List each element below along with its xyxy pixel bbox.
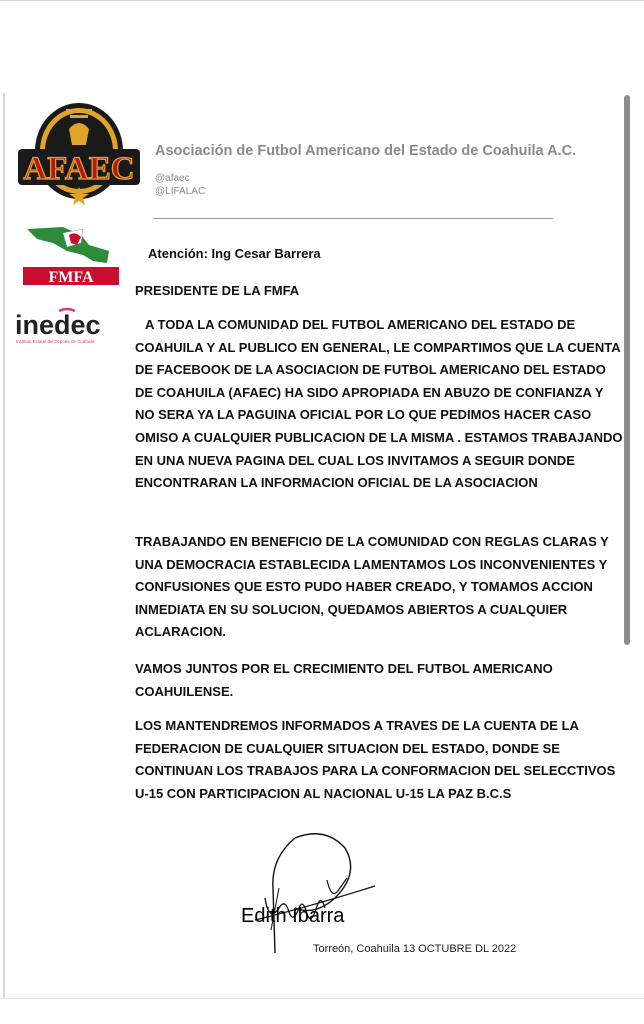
paragraph-3: VAMOS JUNTOS POR EL CRECIMIENTO DEL FUTBOL AMERICANO COAHUILENSE. <box>135 661 553 699</box>
handwritten-signature <box>235 828 385 958</box>
paragraph-4: LOS MANTENDREMOS INFORMADOS A TRAVES DE LA CUENTA DE LA FEDERACION DE CUALQUIER SITUACION DEL ESTADO, DONDE SE CONTINUAN LOS TRABAJOS PARA LA CONFORMACION DEL SELECCTIVOS U-15 CON PARTICIPACION AL NACIONAL U-15 LA PAZ B.C.S <box>135 718 616 801</box>
recipient-title: PRESIDENTE DE LA FMFA <box>135 283 300 298</box>
attention-line: Atención: Ing Cesar Barrera <box>148 246 321 261</box>
afaec-logo <box>14 99 144 211</box>
paragraph-2: TRABAJANDO EN BENEFICIO DE LA COMUNIDAD CON REGLAS CLARAS Y UNA DEMOCRACIA ESTABLECIDA LAMENTAMOS LOS INCONVENIENTES Y CONFUSIONES QUE ESTO PUDO HABER CREADO, Y TOMAMOS ACCION INMEDIATA EN SU SOLUCION, QUEDAMOS ABIERTOS A CUALQUIER ACLARACION. <box>135 534 609 640</box>
organization-title: Asociación de Futbol Americano del Estado de Coahuila A.C. <box>155 143 577 159</box>
place-and-date: Torreón, Coahuila 13 OCTUBRE DL 2022 <box>313 943 517 955</box>
inedec-logo-subtitle: Instituto Estatal del Deporte de Coahuila <box>16 339 95 344</box>
afaec-logo-text: AFAEC <box>23 151 135 187</box>
inedec-logo <box>13 307 137 347</box>
header-divider <box>153 218 553 219</box>
inedec-logo-text: inedec <box>15 310 101 340</box>
bottom-border <box>0 998 644 999</box>
top-border <box>0 0 644 1</box>
handle-lifalac: @LIFALAC <box>155 186 206 197</box>
paragraph-1: A TODA LA COMUNIDAD DEL FUTBOL AMERICANO DEL ESTADO DE COAHUILA Y AL PUBLICO EN GENERAL, LE COMPARTIMOS QUE LA CUENTA DE FACEBOOK DE LA ASOCIACION DE FUTBOL AMERICANO DEL ESTADO DE COAHUILA (AFAEC) HA SIDO APROPIADA EN ABUZO DE CONFIANZA Y NO SERA YA LA PAGUINA OFICIAL POR LO QUE PEDIMOS HACER CASO OMISO A CUALQUIER PUBLICACION DE LA MISMA . ESTAMOS TRABAJANDO EN UNA NUEVA PAGINA DEL CUAL LOS INVITAMOS A SEGUIR DONDE ENCONTRARAN LA INFORMACION OFICIAL DE LA ASOCIACION <box>135 317 623 491</box>
fmfa-logo-text: FMFA <box>48 269 94 286</box>
signer-name: Edith Ibarra <box>241 905 345 927</box>
handle-afaec: @afaec <box>155 173 190 184</box>
fmfa-logo <box>23 221 119 287</box>
